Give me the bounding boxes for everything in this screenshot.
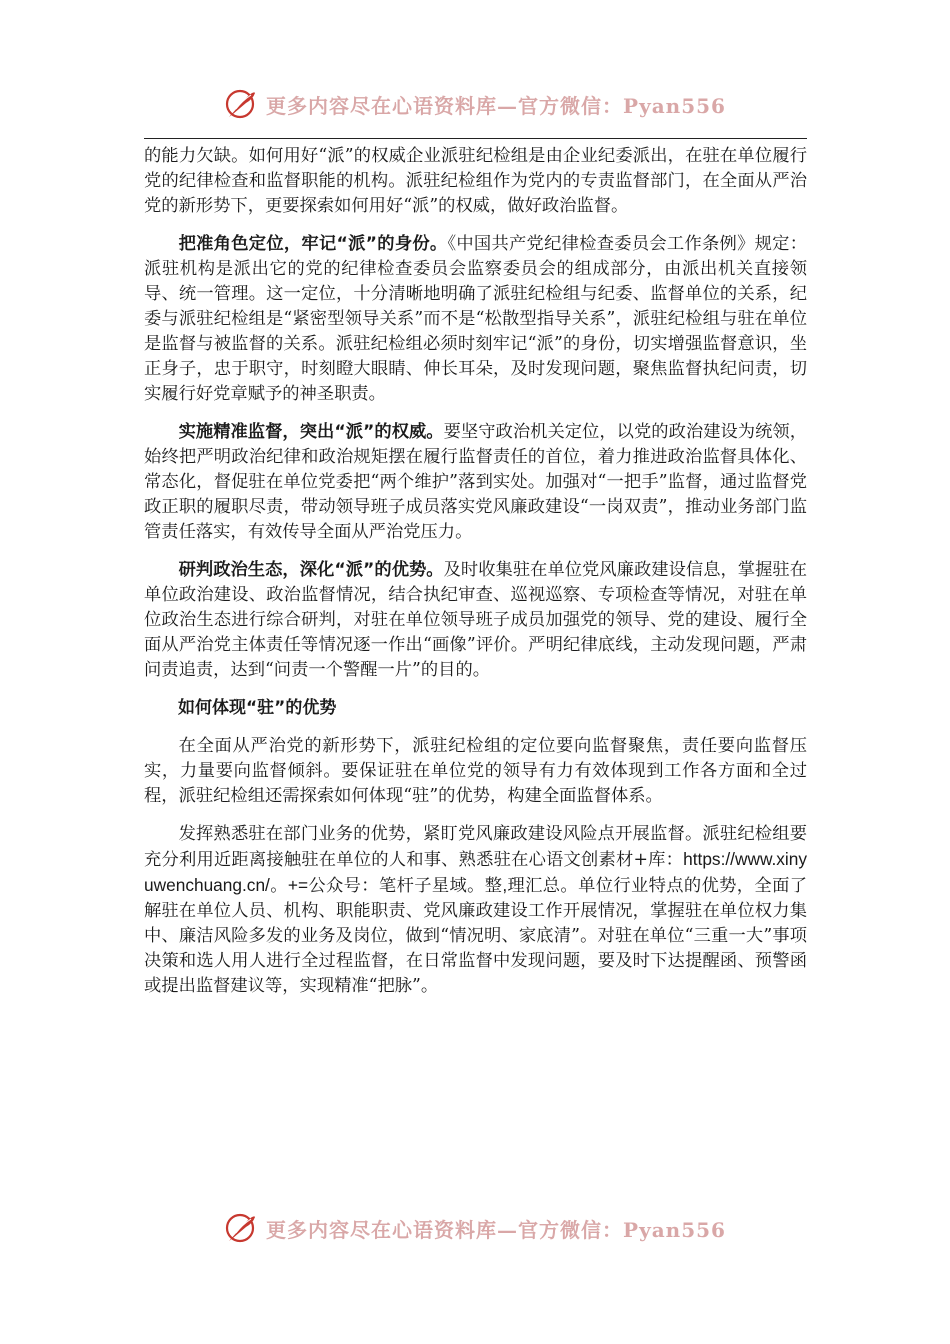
quill-logo-icon: [224, 1211, 258, 1245]
paragraph-3-lead: 实施精准监督，突出“派”的权威。: [178, 422, 444, 442]
paragraph-3: [144, 420, 807, 545]
paragraph-2-text: 《中国共产党纪律检查委员会工作条例》规定：派驻机构是派出它的党的纪律检查委员会监察委员会的组成部分，由派出机关直接领导、统一管理。这一定位，十分清晰地明确了派驻纪检组与纪委、监督单位的关系，纪委与派驻纪检组是“紧密型领导关系”而不是“松散型指导关系”，派驻纪检组与驻在单位是监督与被监督的关系。派驻纪检组必须时刻牢记“派”的身份，切实增强监督意识，坐正身子，忠于职守，时刻瞪大眼睛、伸长耳朵，及时发现问题，聚焦监督执纪问责，切实履行好党章赋予的神圣职责。: [144, 234, 808, 404]
quill-logo-icon: [224, 87, 258, 121]
document-body: [144, 144, 807, 1012]
paragraph-4: [144, 558, 807, 683]
paragraph-2-lead: 把准角色定位，牢记“派”的身份。: [178, 234, 448, 254]
section-heading: 如何体现“驻”的优势: [178, 698, 337, 718]
paragraph-1: 的能力欠缺。如何用好“派”的权威企业派驻纪检组是由企业纪委派出，在驻在单位履行党的纪律检查和监督职能的机构。派驻纪检组作为党内的专责监督部门，在全面从严治党的新形势下，更要探索如何用好“派”的权威，做好政治监督。: [144, 146, 807, 216]
paragraph-4-lead: 研判政治生态，深化“派”的优势。: [178, 560, 444, 580]
header-divider: [144, 138, 807, 139]
paragraph-6-url: https://www.xinyuwenchuang.cn/。+=公众号：笔杆子星域。整,理汇总。: [144, 849, 807, 895]
header-banner-text: 更多内容尽在心语资料库—官方微信：Pyan556: [266, 93, 726, 118]
paragraph-4-text: 及时收集驻在单位党风廉政建设信息，掌握驻在单位政治建设、政治监督情况，结合执纪审查、巡视巡察、专项检查等情况，对驻在单位政治生态进行综合研判，对驻在单位领导班子成员加强党的领导、党的建设、履行全面从严治党主体责任等情况逐一作出“画像”评价。严明纪律底线，主动发现问题，严肃问责追责，达到“问责一个警醒一片”的目的。: [144, 560, 807, 680]
paragraph-3-text: 要坚守政治机关定位，以党的政治建设为统领，始终把严明政治纪律和政治规矩摆在履行监督责任的首位，着力推进政治监督具体化、常态化，督促驻在单位党委把“两个维护”落到实处。加强对“一把手”监督，通过监督党政正职的履职尽责，带动领导班子成员落实党风廉政建设“一岗双责”，推动业务部门监管责任落实，有效传导全面从严治党压力。: [144, 422, 807, 542]
footer-banner-text: 更多内容尽在心语资料库—官方微信：Pyan556: [266, 1217, 726, 1242]
paragraph-5: 在全面从严治党的新形势下，派驻纪检组的定位要向监督聚焦，责任要向监督压实，力量要向监督倾斜。要保证驻在单位党的领导有力有效体现到工作各方面和全过程，派驻纪检组还需探索如何体现“驻”的优势，构建全面监督体系。: [144, 736, 807, 806]
header-banner: [0, 84, 950, 124]
paragraph-6: [144, 822, 807, 999]
paragraph-6-text-a: 发挥熟悉驻在部门业务的优势，紧盯党风廉政建设风险点开展监督。派驻纪检组要充分利用近距离接触驻在单位的人和事、熟悉驻在心语文创素材+库：: [144, 824, 807, 870]
paragraph-6-text-b: 单位行业特点的优势，全面了解驻在单位人员、机构、职能职责、党风廉政建设工作开展情况，掌握驻在单位权力集中、廉洁风险多发的业务及岗位，做到“情况明、家底清”。对驻在单位“三重一大”事项决策和选人用人进行全过程监督，在日常监督中发现问题，要及时下达提醒函、预警函或提出监督建议等，实现精准“把脉”。: [144, 876, 807, 996]
footer-banner: [0, 1208, 950, 1248]
paragraph-2: [144, 232, 807, 407]
